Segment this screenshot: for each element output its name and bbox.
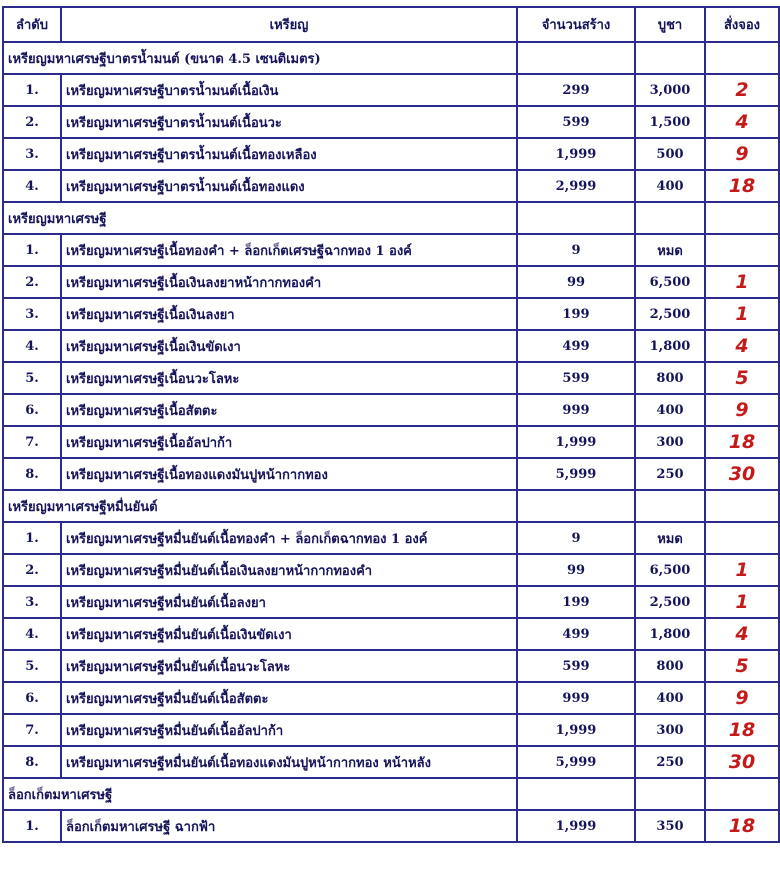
item-price: 1,500 bbox=[635, 106, 705, 138]
section-blank-qty bbox=[517, 202, 635, 234]
item-quantity: 2,999 bbox=[517, 170, 635, 202]
order-table bbox=[2, 6, 780, 843]
table-row bbox=[3, 234, 779, 266]
row-number: 7. bbox=[3, 426, 61, 458]
item-price: หมด bbox=[635, 234, 705, 266]
item-quantity: 499 bbox=[517, 618, 635, 650]
item-price: 1,800 bbox=[635, 330, 705, 362]
order-count: 9 bbox=[705, 682, 779, 714]
item-name: เหรียญมหาเศรษฐีเนื้อทองแดงมันปูหน้ากากทอง bbox=[61, 458, 517, 490]
item-name: เหรียญมหาเศรษฐีบาตรน้ำมนต์เนื้อทองเหลือง bbox=[61, 138, 517, 170]
header-price: บูชา bbox=[635, 7, 705, 42]
item-price: 800 bbox=[635, 650, 705, 682]
row-number: 6. bbox=[3, 682, 61, 714]
order-count: 18 bbox=[705, 426, 779, 458]
row-number: 2. bbox=[3, 554, 61, 586]
item-quantity: 99 bbox=[517, 554, 635, 586]
row-number: 5. bbox=[3, 650, 61, 682]
row-number: 4. bbox=[3, 618, 61, 650]
item-name: ล็อกเก็ตมหาเศรษฐี ฉากฟ้า bbox=[61, 810, 517, 842]
order-count: 1 bbox=[705, 266, 779, 298]
item-price: 250 bbox=[635, 458, 705, 490]
header-row bbox=[3, 7, 779, 42]
item-name: เหรียญมหาเศรษฐีเนื้อเงินลงยา bbox=[61, 298, 517, 330]
table-row bbox=[3, 330, 779, 362]
item-price: 300 bbox=[635, 426, 705, 458]
table-row bbox=[3, 682, 779, 714]
section-row bbox=[3, 42, 779, 74]
order-count: 30 bbox=[705, 458, 779, 490]
item-quantity: 199 bbox=[517, 298, 635, 330]
item-quantity: 999 bbox=[517, 682, 635, 714]
section-blank-price bbox=[635, 202, 705, 234]
order-count: 4 bbox=[705, 330, 779, 362]
row-number: 1. bbox=[3, 522, 61, 554]
table-row bbox=[3, 362, 779, 394]
item-quantity: 5,999 bbox=[517, 746, 635, 778]
item-quantity: 9 bbox=[517, 234, 635, 266]
item-price: 250 bbox=[635, 746, 705, 778]
item-price: 400 bbox=[635, 394, 705, 426]
header-no: ลำดับ bbox=[3, 7, 61, 42]
order-count: 30 bbox=[705, 746, 779, 778]
row-number: 4. bbox=[3, 170, 61, 202]
table-row bbox=[3, 138, 779, 170]
item-quantity: 1,999 bbox=[517, 138, 635, 170]
table-row bbox=[3, 170, 779, 202]
section-row bbox=[3, 202, 779, 234]
header-order: สั่งจอง bbox=[705, 7, 779, 42]
order-count: 9 bbox=[705, 138, 779, 170]
item-quantity: 9 bbox=[517, 522, 635, 554]
item-quantity: 1,999 bbox=[517, 810, 635, 842]
row-number: 3. bbox=[3, 298, 61, 330]
order-count: 4 bbox=[705, 618, 779, 650]
item-name: เหรียญมหาเศรษฐีหมื่นยันต์เนื้อเงินขัดเงา bbox=[61, 618, 517, 650]
item-price: 6,500 bbox=[635, 554, 705, 586]
section-blank-order bbox=[705, 490, 779, 522]
section-blank-qty bbox=[517, 778, 635, 810]
order-count bbox=[705, 234, 779, 266]
table-row bbox=[3, 106, 779, 138]
order-count: 18 bbox=[705, 714, 779, 746]
item-name: เหรียญมหาเศรษฐีหมื่นยันต์เนื้อลงยา bbox=[61, 586, 517, 618]
item-price: 3,000 bbox=[635, 74, 705, 106]
row-number: 2. bbox=[3, 266, 61, 298]
item-name: เหรียญมหาเศรษฐีเนื้อนวะโลหะ bbox=[61, 362, 517, 394]
item-price: 400 bbox=[635, 170, 705, 202]
item-quantity: 599 bbox=[517, 650, 635, 682]
item-name: เหรียญมหาเศรษฐีหมื่นยันต์เนื้อนวะโลหะ bbox=[61, 650, 517, 682]
item-price: หมด bbox=[635, 522, 705, 554]
order-count: 5 bbox=[705, 650, 779, 682]
order-count: 5 bbox=[705, 362, 779, 394]
item-price: 400 bbox=[635, 682, 705, 714]
item-quantity: 99 bbox=[517, 266, 635, 298]
section-blank-qty bbox=[517, 42, 635, 74]
table-row bbox=[3, 810, 779, 842]
row-number: 3. bbox=[3, 586, 61, 618]
table-row bbox=[3, 426, 779, 458]
order-count: 1 bbox=[705, 586, 779, 618]
row-number: 6. bbox=[3, 394, 61, 426]
row-number: 3. bbox=[3, 138, 61, 170]
item-name: เหรียญมหาเศรษฐีเนื้อสัตตะ bbox=[61, 394, 517, 426]
section-title: ล็อกเก็ตมหาเศรษฐี bbox=[3, 778, 517, 810]
row-number: 1. bbox=[3, 810, 61, 842]
item-quantity: 199 bbox=[517, 586, 635, 618]
item-price: 300 bbox=[635, 714, 705, 746]
table-row bbox=[3, 618, 779, 650]
item-price: 800 bbox=[635, 362, 705, 394]
item-price: 1,800 bbox=[635, 618, 705, 650]
item-name: เหรียญมหาเศรษฐีเนื้อเงินขัดเงา bbox=[61, 330, 517, 362]
table-row bbox=[3, 522, 779, 554]
row-number: 4. bbox=[3, 330, 61, 362]
item-name: เหรียญมหาเศรษฐีบาตรน้ำมนต์เนื้อเงิน bbox=[61, 74, 517, 106]
item-quantity: 499 bbox=[517, 330, 635, 362]
row-number: 8. bbox=[3, 458, 61, 490]
table-row bbox=[3, 714, 779, 746]
item-quantity: 299 bbox=[517, 74, 635, 106]
order-count: 2 bbox=[705, 74, 779, 106]
row-number: 8. bbox=[3, 746, 61, 778]
table-row bbox=[3, 394, 779, 426]
section-blank-order bbox=[705, 202, 779, 234]
section-blank-price bbox=[635, 42, 705, 74]
item-name: เหรียญมหาเศรษฐีบาตรน้ำมนต์เนื้อนวะ bbox=[61, 106, 517, 138]
table-row bbox=[3, 298, 779, 330]
row-number: 1. bbox=[3, 74, 61, 106]
header-name: เหรียญ bbox=[61, 7, 517, 42]
item-name: เหรียญมหาเศรษฐีเนื้ออัลปาก้า bbox=[61, 426, 517, 458]
item-price: 500 bbox=[635, 138, 705, 170]
item-quantity: 999 bbox=[517, 394, 635, 426]
section-title: เหรียญมหาเศรษฐี bbox=[3, 202, 517, 234]
section-blank-price bbox=[635, 778, 705, 810]
table-row bbox=[3, 458, 779, 490]
table-row bbox=[3, 586, 779, 618]
section-row bbox=[3, 778, 779, 810]
item-name: เหรียญมหาเศรษฐีหมื่นยันต์เนื้ออัลปาก้า bbox=[61, 714, 517, 746]
item-price: 2,500 bbox=[635, 298, 705, 330]
item-price: 350 bbox=[635, 810, 705, 842]
section-row bbox=[3, 490, 779, 522]
item-name: เหรียญมหาเศรษฐีหมื่นยันต์เนื้อทองแดงมันปูหน้ากากทอง หน้าหลัง bbox=[61, 746, 517, 778]
item-quantity: 1,999 bbox=[517, 426, 635, 458]
table-row bbox=[3, 554, 779, 586]
item-name: เหรียญมหาเศรษฐีบาตรน้ำมนต์เนื้อทองแดง bbox=[61, 170, 517, 202]
item-quantity: 599 bbox=[517, 106, 635, 138]
order-count: 18 bbox=[705, 170, 779, 202]
header-quantity: จำนวนสร้าง bbox=[517, 7, 635, 42]
item-quantity: 5,999 bbox=[517, 458, 635, 490]
order-count: 1 bbox=[705, 554, 779, 586]
table-row bbox=[3, 74, 779, 106]
item-quantity: 1,999 bbox=[517, 714, 635, 746]
item-price: 2,500 bbox=[635, 586, 705, 618]
section-blank-order bbox=[705, 42, 779, 74]
row-number: 1. bbox=[3, 234, 61, 266]
table-row bbox=[3, 266, 779, 298]
order-count: 9 bbox=[705, 394, 779, 426]
item-name: เหรียญมหาเศรษฐีหมื่นยันต์เนื้อเงินลงยาหน้ากากทองคำ bbox=[61, 554, 517, 586]
row-number: 2. bbox=[3, 106, 61, 138]
table-row bbox=[3, 650, 779, 682]
table-row bbox=[3, 746, 779, 778]
section-blank-order bbox=[705, 778, 779, 810]
item-name: เหรียญมหาเศรษฐีหมื่นยันต์เนื้อสัตตะ bbox=[61, 682, 517, 714]
section-blank-price bbox=[635, 490, 705, 522]
item-price: 6,500 bbox=[635, 266, 705, 298]
item-name: เหรียญมหาเศรษฐีเนื้อเงินลงยาหน้ากากทองคำ bbox=[61, 266, 517, 298]
order-count: 1 bbox=[705, 298, 779, 330]
order-count bbox=[705, 522, 779, 554]
row-number: 7. bbox=[3, 714, 61, 746]
section-title: เหรียญมหาเศรษฐีบาตรน้ำมนต์ (ขนาด 4.5 เซนติเมตร) bbox=[3, 42, 517, 74]
item-name: เหรียญมหาเศรษฐีเนื้อทองคำ + ล็อกเก็ตเศรษฐีฉากทอง 1 องค์ bbox=[61, 234, 517, 266]
item-quantity: 599 bbox=[517, 362, 635, 394]
order-count: 4 bbox=[705, 106, 779, 138]
section-blank-qty bbox=[517, 490, 635, 522]
section-title: เหรียญมหาเศรษฐีหมื่นยันต์ bbox=[3, 490, 517, 522]
row-number: 5. bbox=[3, 362, 61, 394]
item-name: เหรียญมหาเศรษฐีหมื่นยันต์เนื้อทองคำ + ล็อกเก็ตฉากทอง 1 องค์ bbox=[61, 522, 517, 554]
order-count: 18 bbox=[705, 810, 779, 842]
